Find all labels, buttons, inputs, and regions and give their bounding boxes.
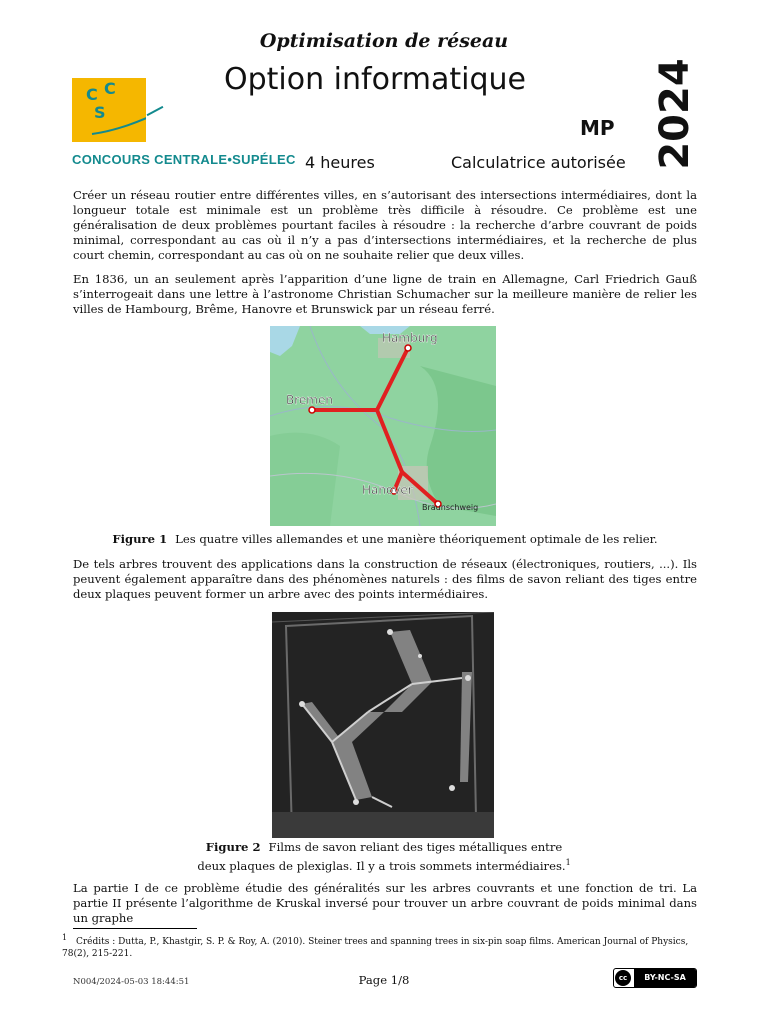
history-paragraph: En 1836, un an seulement après l’apparition d’une ligne de train en Allemagne, Carl Friedrich Gauß s’interrogeait dans une lettre à l’astronome Christian Schumacher sur la meilleure manière de relier les villes de Hambourg, Brême, Hanovre et Brunswick par un réseau ferré.	[73, 272, 697, 316]
license-text: BY-NC-SA	[634, 969, 696, 987]
cc-icon: cc	[615, 970, 631, 986]
label-hamburg: Hamburg	[382, 331, 438, 345]
ccs-logo	[72, 78, 146, 142]
figure2-photo	[272, 612, 494, 838]
germany-map	[270, 326, 496, 526]
exam-subtitle: Optimisation de réseau	[259, 30, 509, 52]
organizer-name: CONCOURS CENTRALE•SUPÉLEC	[72, 152, 296, 167]
footnote-marker: 1	[565, 858, 571, 867]
label-bremen: Bremen	[286, 393, 333, 407]
outline-paragraph: La partie I de ce problème étudie des généralités sur les arbres couvrants et une fonction de tri. La partie II présente l’algorithme de Kruskal inversé pour trouver un arbre couvrant de poids minimal dans un graphe	[73, 881, 697, 925]
logo-letter-2: C	[104, 79, 116, 98]
intro-paragraph: Créer un réseau routier entre différentes villes, en s’autorisant des intersections intermédiaires, dont la longueur totale est minimale est un problème très difficile à résoudre. Ce problème est une généralisation de deux problèmes pourtant faciles à résoudre : la recherche d’arbre couvrant de poids minimal, correspondant au cas où il n’y a pas d’intersections intermédiaires, et la recherche de plus court chemin, correspondant au cas où on ne souhaite relier que deux villes.	[73, 188, 697, 262]
nature-paragraph: De tels arbres trouvent des applications dans la construction de réseaux (électroniques, routiers, ...). Ils peuvent également apparaître dans des phénomènes naturels : des films de savon reliant des tiges entre deux plaques peuvent former un arbre avec des points intermédiaires.	[73, 557, 697, 601]
figure2-caption-label: Figure 2	[205, 840, 261, 854]
figure2-caption-line2: deux plaques de plexiglas. Il y a trois sommets intermédiaires.$^1$	[197, 858, 571, 873]
cc-license-badge	[613, 968, 697, 988]
footnote-text: Crédits : Dutta, P., Khastgir, S. P. & Roy, A. (2010). Steiner trees and spanning trees in six-pin soap films. American Journal of Physics, 78(2), 215-221.	[62, 937, 689, 959]
exam-duration: 4 heures	[305, 153, 375, 172]
figure1-caption	[73, 532, 697, 547]
logo-letter-1: C	[86, 85, 98, 104]
filiere-label: MP	[580, 116, 615, 140]
label-hanover: Hanover	[362, 483, 413, 497]
label-braunschweig: Braunschweig	[422, 503, 479, 512]
soap-film-photo	[272, 612, 494, 838]
figure1-caption-text: Les quatre villes allemandes et une manière théoriquement optimale de les relier.	[175, 532, 658, 546]
figure2-caption-line1: Figure 2 Films de savon reliant des tiges métalliques entre	[205, 840, 563, 854]
exam-year-text: 2024	[652, 58, 698, 170]
figure2-caption	[184, 840, 584, 874]
exam-title: Option informatique	[224, 62, 526, 97]
footnote	[62, 932, 702, 960]
calculator-rule: Calculatrice autorisée	[451, 153, 626, 172]
page-number: Page 1/8	[358, 973, 410, 987]
exam-year	[652, 58, 698, 170]
figure1-map	[270, 326, 496, 526]
footnote-number: 1	[62, 933, 68, 942]
logo-swoosh	[147, 106, 164, 116]
document-reference: N004/2024-05-03 18:44:51	[73, 977, 190, 987]
ccs-logo-graphic	[72, 78, 146, 142]
figure1-caption-label: Figure 1	[112, 532, 168, 546]
footnote-rule	[73, 928, 197, 929]
logo-letter-3: S	[94, 103, 106, 122]
